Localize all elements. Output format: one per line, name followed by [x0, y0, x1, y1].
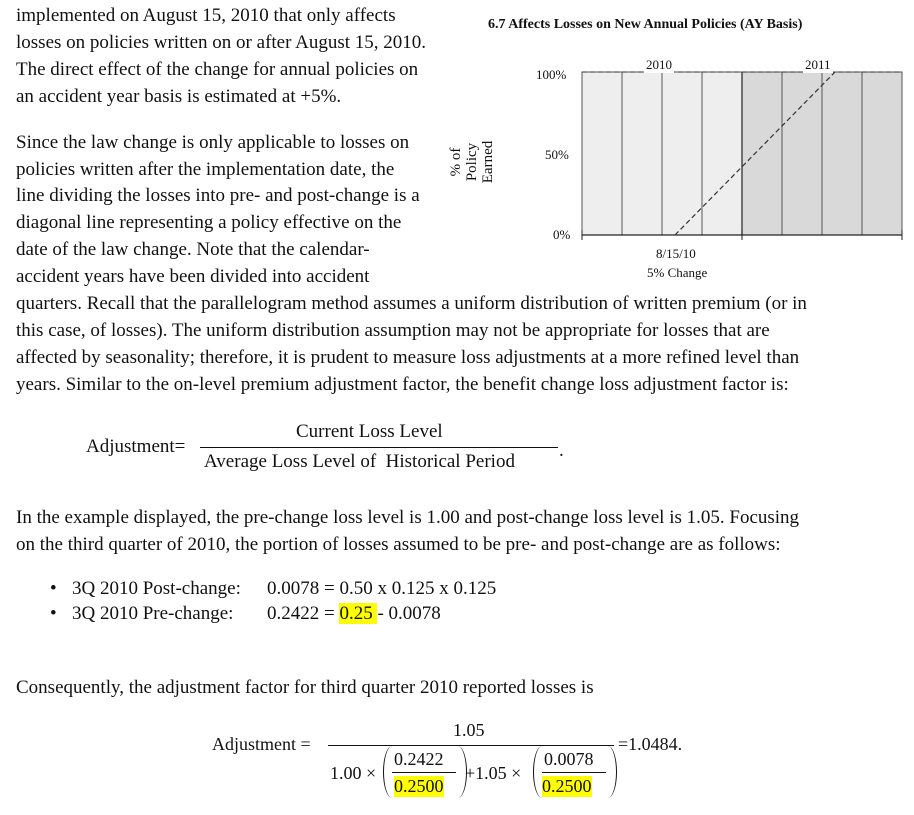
formula1-fraction-bar: [200, 447, 558, 448]
change-date-label: 8/15/10: [656, 246, 696, 261]
y-tick-50: 50%: [545, 147, 569, 162]
frac2-denominator: 0.2500: [542, 776, 592, 796]
y-label-line1: % of Policy: [448, 142, 480, 182]
bullet-label: 3Q 2010 Post-change:: [72, 578, 241, 599]
bullet-value-part: 0.2422 =: [267, 603, 340, 624]
para2-line9: affected by seasonality; therefore, it is prudent to measure loss adjustments at a more refined level than: [16, 347, 800, 368]
formula1-denominator: Average Loss Level of Historical Period: [204, 451, 515, 472]
highlighted-value: 0.25: [339, 603, 378, 624]
year-label-2011: 2011: [805, 57, 831, 72]
y-label-line2: Earned: [480, 140, 496, 184]
para2-line8: this case, of losses). The uniform distribution assumption may not be appropriate for losses that are: [16, 320, 770, 341]
para1-line1: implemented on August 15, 2010 that only affects: [16, 5, 396, 26]
formula1-period: .: [559, 440, 564, 461]
figure-y-axis-label: [448, 132, 496, 192]
year-label-2010: 2010: [646, 57, 672, 72]
para2-line1: Since the law change is only applicable to losses on: [16, 132, 410, 153]
y-tick-0: 0%: [553, 227, 571, 242]
formula2-coef1: 1.00 ×: [330, 763, 377, 783]
formula2-mid: +1.05 ×: [465, 763, 522, 783]
bullet-dot: •: [50, 603, 57, 624]
para2-line5: date of the law change. Note that the calendar-: [16, 239, 370, 260]
policy-earned-diagram: [575, 52, 905, 247]
para3-line2: on the third quarter of 2010, the portion of losses assumed to be pre- and post-change are as follows:: [16, 534, 781, 555]
para2-line4: diagonal line representing a policy effective on the: [16, 212, 402, 233]
change-percent-label: 5% Change: [647, 265, 708, 280]
para2-line10: years. Similar to the on-level premium adjustment factor, the benefit change loss adjustment factor is:: [16, 374, 789, 395]
bullet-post-change: [50, 578, 496, 600]
bullet-value: 0.0078 = 0.50 x 0.125 x 0.125: [267, 578, 497, 599]
para2-line3: line dividing the losses into pre- and post-change is a: [16, 185, 420, 206]
para2-line6: accident years have been divided into accident: [16, 266, 370, 287]
para4-line: Consequently, the adjustment factor for third quarter 2010 reported losses is: [16, 677, 594, 698]
para1-line4: an accident year basis is estimated at +5%.: [16, 86, 342, 107]
frac2-numerator: 0.0078: [544, 749, 594, 769]
figure-title: 6.7 Affects Losses on New Annual Policies (AY Basis): [488, 17, 803, 32]
formula1-lhs: Adjustment=: [86, 436, 186, 457]
bullet-label: 3Q 2010 Pre-change:: [72, 603, 234, 624]
para2-line2: policies written after the implementation date, the: [16, 159, 395, 180]
formula2-numerator: 1.05: [453, 720, 485, 740]
para2-line7: quarters. Recall that the parallelogram method assumes a uniform distribution of written premium (or in: [16, 293, 807, 314]
frac1-denominator: 0.2500: [394, 776, 444, 796]
bullet-dot: •: [50, 578, 57, 599]
para1-line2: losses on policies written on or after August 15, 2010.: [16, 32, 427, 53]
y-tick-100: 100%: [536, 67, 567, 82]
para1-line3: The direct effect of the change for annual policies on: [16, 59, 419, 80]
bullet-value-part: - 0.0078: [377, 603, 441, 624]
frac1-numerator: 0.2422: [394, 749, 444, 769]
formula1-numerator: Current Loss Level: [296, 421, 443, 442]
formula2-lhs: Adjustment =: [212, 734, 311, 754]
para3-line1: In the example displayed, the pre-change loss level is 1.00 and post-change loss level is 1.05. Focusing: [16, 507, 800, 528]
frac1-bar: [392, 772, 456, 773]
formula2-result: =1.0484.: [618, 734, 683, 754]
bullet-pre-change: [50, 603, 441, 625]
frac2-bar: [542, 772, 606, 773]
